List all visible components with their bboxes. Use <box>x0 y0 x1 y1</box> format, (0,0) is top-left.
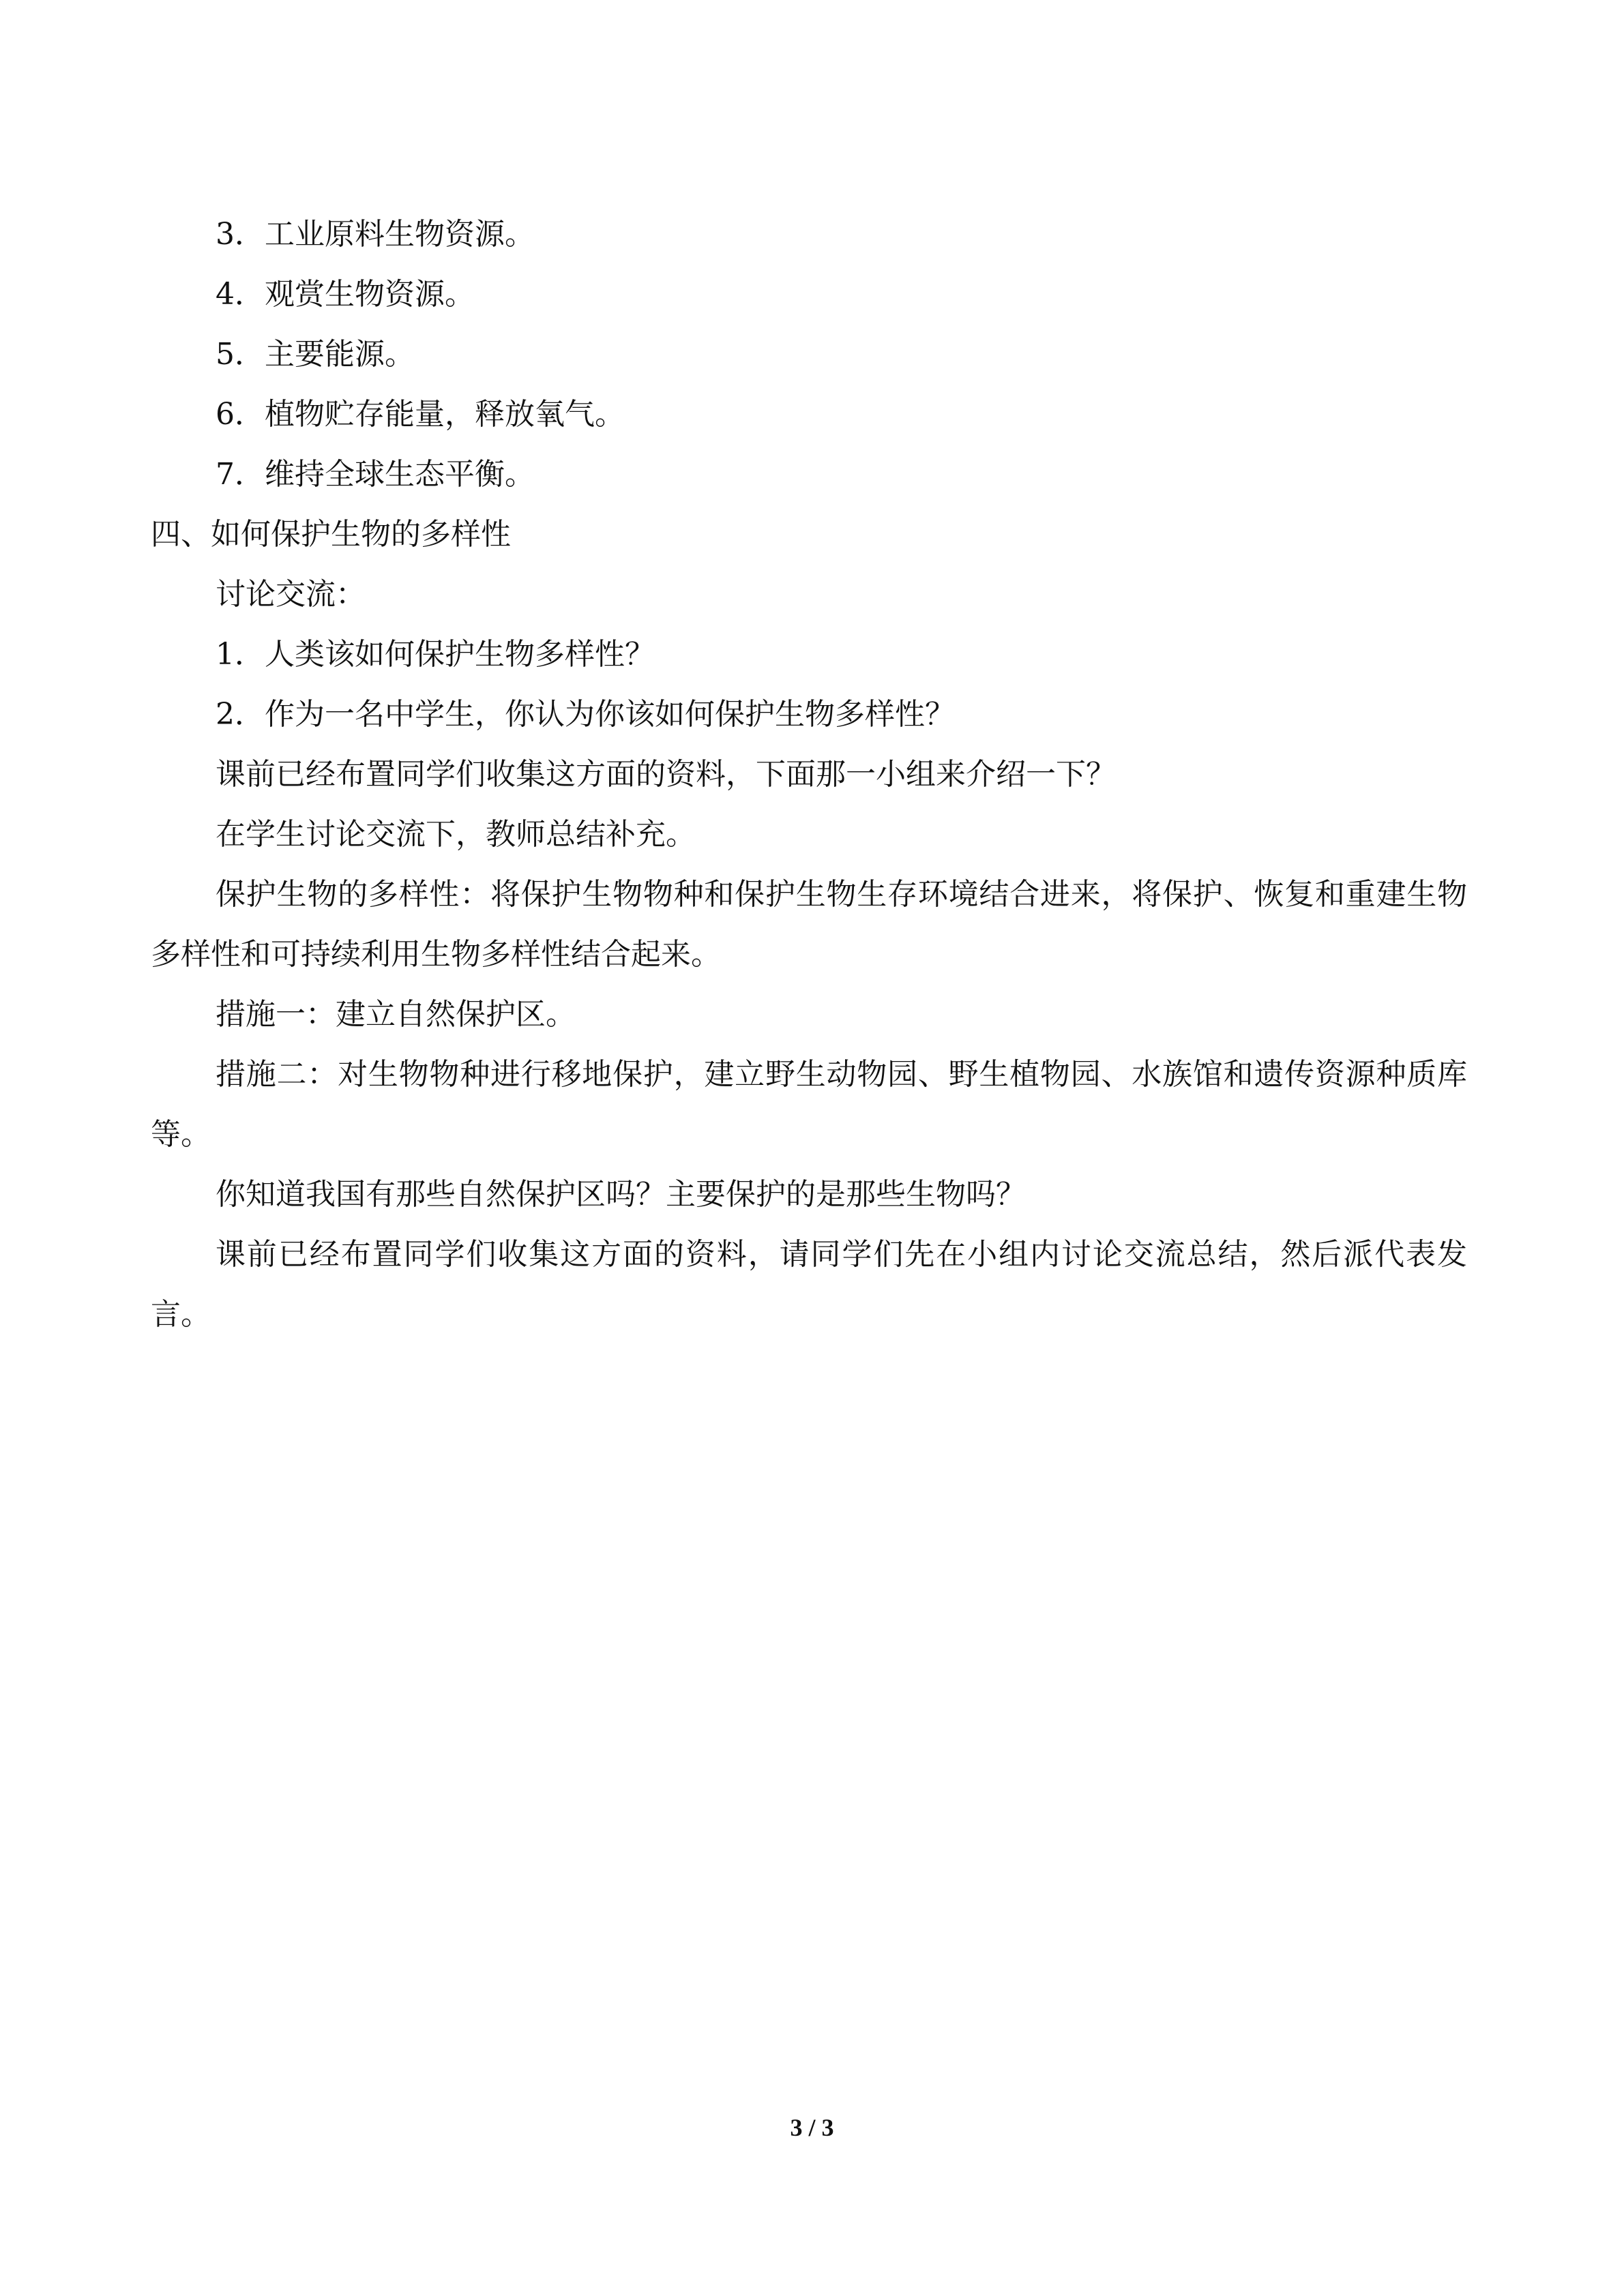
section-heading-protect-biodiversity: 四、如何保护生物的多样性 <box>151 517 511 552</box>
question-1: 1．人类该如何保护生物多样性？ <box>216 637 655 672</box>
list-item-ornamental-resources: 4．观赏生物资源。 <box>216 277 475 312</box>
paragraph-group-intro: 课前已经布置同学们收集这方面的资料，下面那一小组来介绍一下？ <box>216 757 1116 792</box>
discussion-label: 讨论交流： <box>216 577 366 612</box>
paragraph-protection-definition: 保护生物的多样性：将保护生物物种和保护生物生存环境结合进来，将保护、恢复和重建生物多样性和可持续利用生物多样性结合起来。 <box>151 877 1467 972</box>
list-item-plant-energy-oxygen: 6．植物贮存能量，释放氧气。 <box>216 397 625 432</box>
measure-1: 措施一：建立自然保护区。 <box>216 997 576 1032</box>
paragraph-reserves-question: 你知道我国有那些自然保护区吗？主要保护的是那些生物吗？ <box>216 1177 1026 1212</box>
question-2: 2．作为一名中学生，你认为你该如何保护生物多样性？ <box>216 697 955 732</box>
measure-2: 措施二：对生物物种进行移地保护，建立野生动物园、野生植物园、水族馆和遗传资源种质库等。 <box>151 1057 1467 1152</box>
page-number: 3 / 3 <box>790 2114 834 2141</box>
list-item-main-energy: 5．主要能源。 <box>216 337 415 372</box>
list-item-ecological-balance: 7．维持全球生态平衡。 <box>216 457 535 492</box>
document-body <box>151 205 1467 1345</box>
paragraph-group-discussion: 课前已经布置同学们收集这方面的资料，请同学们先在小组内讨论交流总结，然后派代表发言。 <box>151 1237 1467 1332</box>
list-item-industrial-resources: 3．工业原料生物资源。 <box>216 217 535 252</box>
paragraph-teacher-summary: 在学生讨论交流下，教师总结补充。 <box>216 817 696 852</box>
